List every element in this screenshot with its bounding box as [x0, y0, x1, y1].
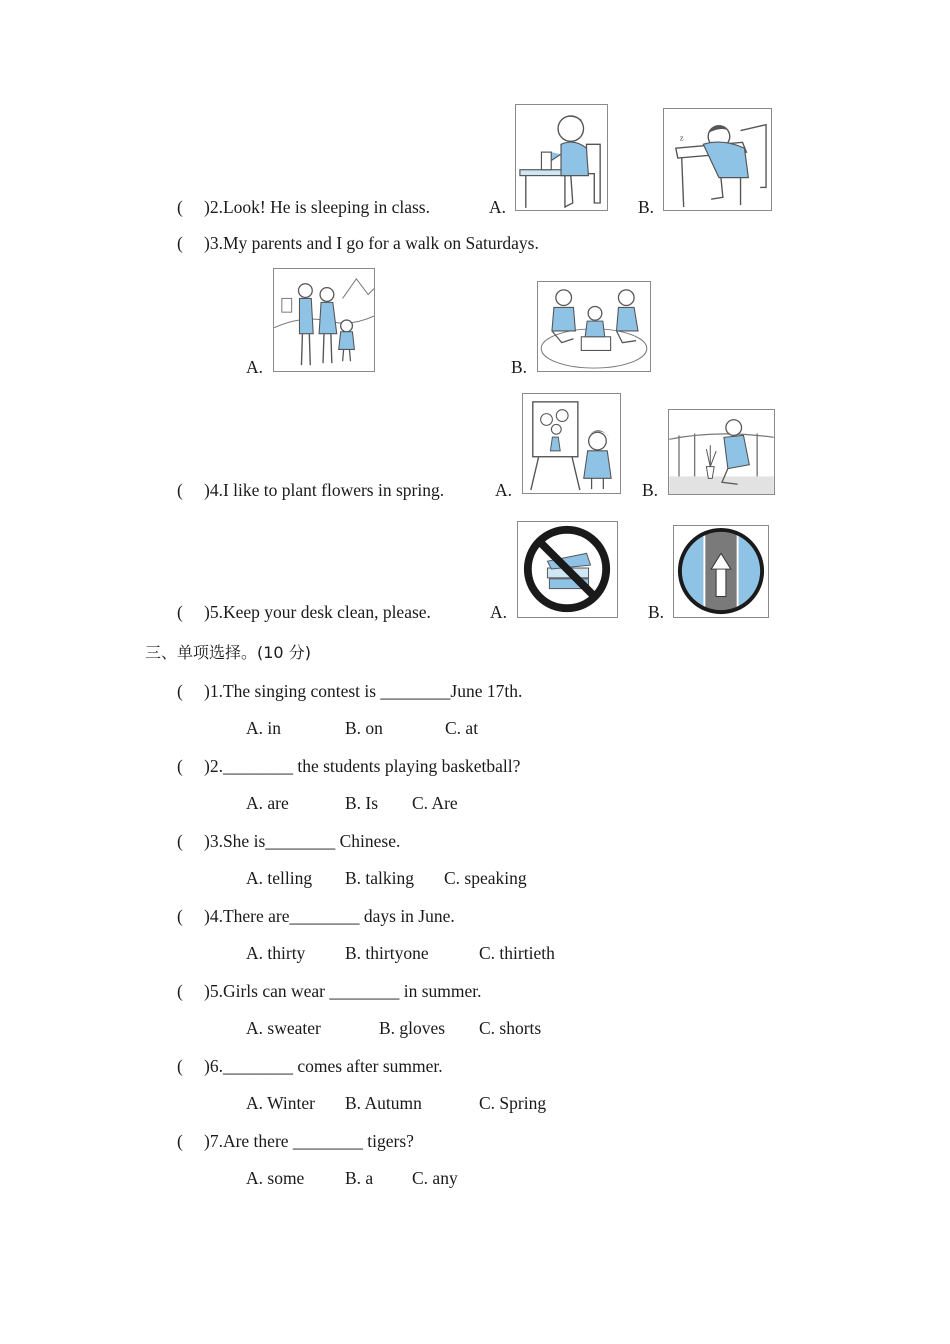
question-stem: )5.Girls can wear ________ in summer. [204, 981, 482, 1001]
option-c[interactable]: C. at [445, 718, 479, 738]
option-b[interactable]: B. gloves [379, 1018, 446, 1038]
answer-paren[interactable]: ( [177, 906, 183, 926]
answer-paren[interactable]: ( [177, 197, 183, 217]
option-a[interactable]: A. telling [246, 868, 313, 888]
option-a-label: A. [495, 480, 513, 500]
question-stem: )6.________ comes after summer. [204, 1056, 443, 1076]
answer-paren[interactable]: ( [177, 1056, 183, 1076]
option-c[interactable]: C. shorts [479, 1018, 542, 1038]
answer-paren[interactable]: ( [177, 602, 183, 622]
option-b[interactable]: B. a [345, 1168, 374, 1188]
question-stem: )4.There are________ days in June. [204, 906, 455, 926]
option-a[interactable]: A. are [246, 793, 289, 813]
one-way-road-sign-image[interactable] [673, 525, 769, 618]
option-b[interactable]: B. talking [345, 868, 415, 888]
no-books-sign-image[interactable] [517, 521, 618, 618]
option-c[interactable]: C. Spring [479, 1093, 547, 1113]
question-stem: )3.She is________ Chinese. [204, 831, 401, 851]
girl-planting-flowers-image[interactable] [668, 409, 775, 495]
option-b-label: B. [511, 357, 528, 377]
answer-paren[interactable]: ( [177, 233, 183, 253]
option-a-label: A. [246, 357, 264, 377]
section-heading: 三、单项选择。(10 分) [145, 643, 311, 662]
option-a[interactable]: A. Winter [246, 1093, 315, 1113]
question-stem: )7.Are there ________ tigers? [204, 1131, 414, 1151]
option-c[interactable]: C. any [412, 1168, 458, 1188]
question-text: )4.I like to plant flowers in spring. [204, 480, 445, 500]
boy-sleeping-on-desk-image[interactable] [663, 108, 772, 211]
option-a[interactable]: A. in [246, 718, 281, 738]
svg-text:z: z [679, 132, 684, 143]
option-c[interactable]: C. Are [412, 793, 458, 813]
option-a[interactable]: A. sweater [246, 1018, 321, 1038]
answer-paren[interactable]: ( [177, 681, 183, 701]
answer-paren[interactable]: ( [177, 1131, 183, 1151]
question-text: )3.My parents and I go for a walk on Saturdays. [204, 233, 539, 253]
option-b-label: B. [648, 602, 665, 622]
question-text: )5.Keep your desk clean, please. [204, 602, 431, 622]
girl-painting-flowers-image[interactable] [522, 393, 621, 494]
answer-paren[interactable]: ( [177, 831, 183, 851]
option-b[interactable]: B. Is [345, 793, 379, 813]
option-c[interactable]: C. thirtieth [479, 943, 555, 963]
option-b-label: B. [638, 197, 655, 217]
boy-writing-at-desk-image[interactable] [515, 104, 608, 211]
option-b[interactable]: B. thirtyone [345, 943, 429, 963]
family-playing-game-image[interactable] [537, 281, 651, 372]
answer-paren[interactable]: ( [177, 480, 183, 500]
question-text: )2.Look! He is sleeping in class. [204, 197, 430, 217]
option-a[interactable]: A. thirty [246, 943, 306, 963]
option-a-label: A. [489, 197, 507, 217]
question-stem: )2.________ the students playing basketball? [204, 756, 521, 776]
answer-paren[interactable]: ( [177, 981, 183, 1001]
answer-paren[interactable]: ( [177, 756, 183, 776]
option-a-label: A. [490, 602, 508, 622]
option-b-label: B. [642, 480, 659, 500]
option-c[interactable]: C. speaking [444, 868, 527, 888]
family-walking-park-image[interactable] [273, 268, 375, 372]
option-a[interactable]: A. some [246, 1168, 305, 1188]
question-stem: )1.The singing contest is ________June 17th. [204, 681, 523, 701]
option-b[interactable]: B. Autumn [345, 1093, 422, 1113]
option-b[interactable]: B. on [345, 718, 383, 738]
